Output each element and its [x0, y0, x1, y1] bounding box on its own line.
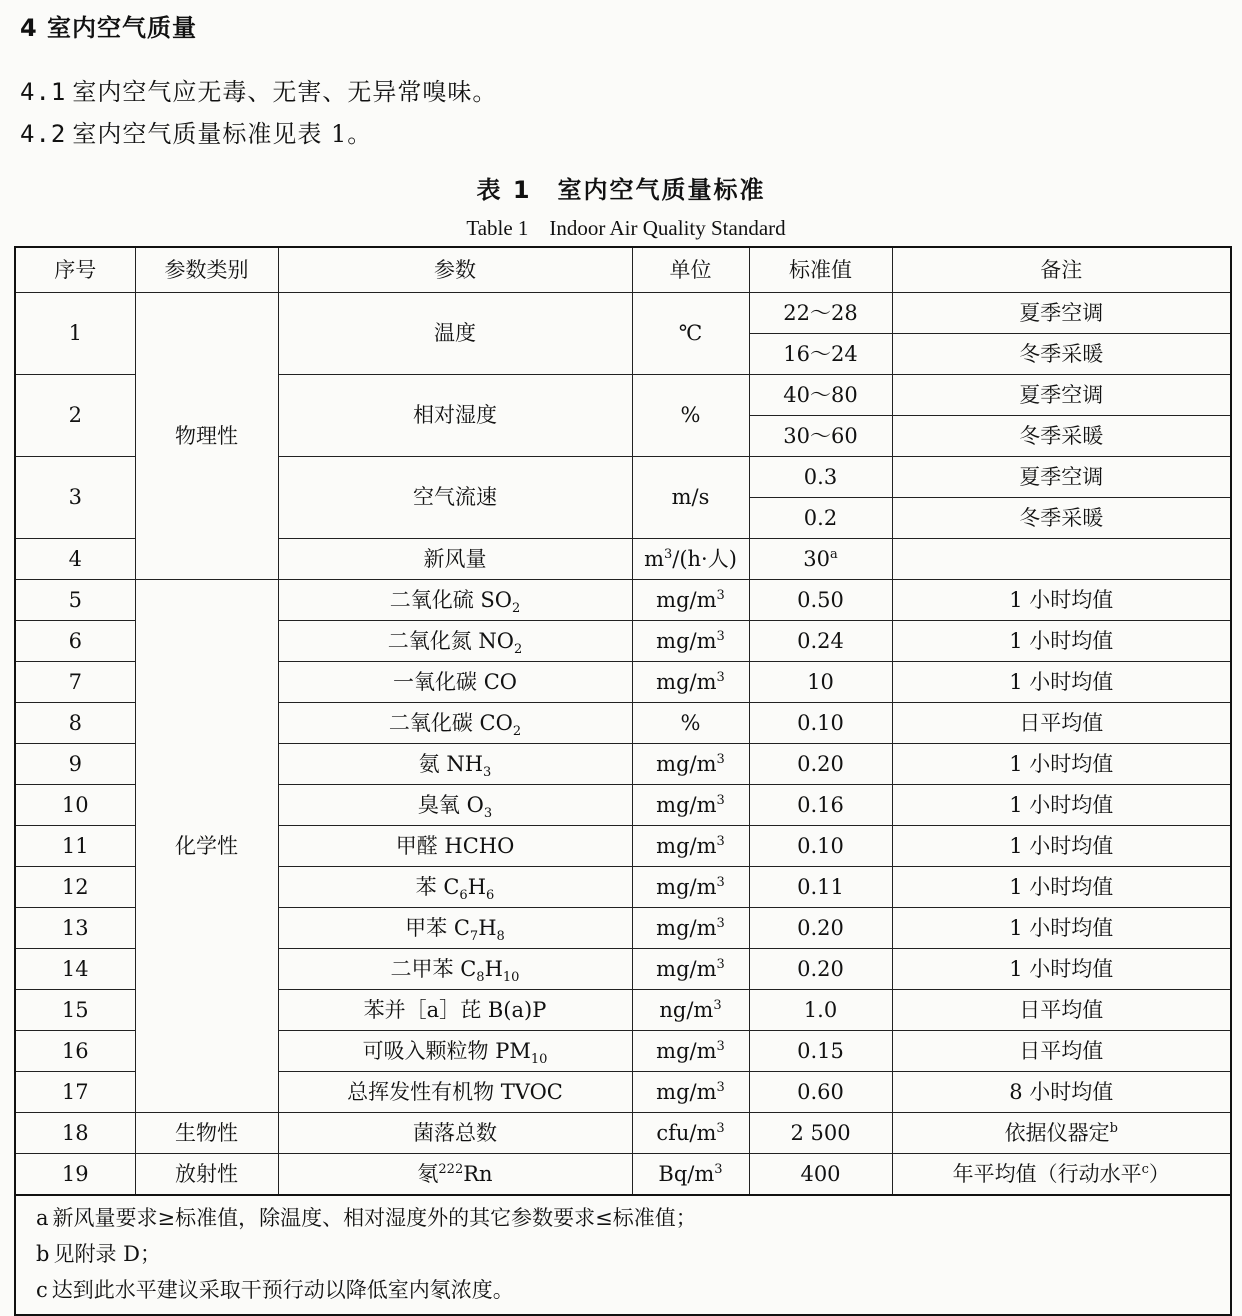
text-segment: 0.10 — [797, 710, 844, 735]
header-no: 序号 — [15, 247, 135, 293]
row-number: 10 — [15, 785, 135, 826]
text-segment: 10 — [502, 969, 520, 985]
clause-text: 室内空气质量标准见表 1。 — [72, 120, 373, 148]
text-segment: 8 — [496, 928, 505, 944]
row-number: 14 — [15, 949, 135, 990]
text-segment: a — [829, 546, 838, 562]
remark-cell — [892, 785, 1231, 826]
text-segment: 夏季空调 — [1019, 300, 1104, 325]
remark-cell — [892, 416, 1231, 457]
air-quality-table — [14, 246, 1232, 1316]
text-segment: mg/m — [656, 915, 717, 940]
parameter-cell — [278, 1154, 632, 1196]
table-body — [15, 293, 1231, 1316]
text-segment: 新风量 — [423, 546, 487, 571]
text-segment: 冬季采暖 — [1019, 423, 1104, 448]
text-segment: m/s — [671, 485, 710, 509]
header-unit: 单位 — [632, 247, 749, 293]
text-segment: 2 — [512, 723, 522, 739]
remark-cell — [892, 498, 1231, 539]
category-cell: 化学性 — [135, 580, 278, 1113]
standard-value-cell — [749, 293, 892, 334]
parameter-cell — [278, 990, 632, 1031]
header-category: 参数类别 — [135, 247, 278, 293]
text-segment: 年平均值（行动水平 — [952, 1161, 1142, 1186]
text-segment: 依据仪器定 — [1004, 1120, 1110, 1145]
row-number: 17 — [15, 1072, 135, 1113]
standard-value-cell — [749, 621, 892, 662]
standard-value-cell — [749, 867, 892, 908]
footnote — [36, 1272, 1230, 1308]
footnote — [36, 1200, 1230, 1236]
table-subtitle: Table 1 Indoor Air Quality Standard — [466, 216, 786, 240]
row-number: 19 — [15, 1154, 135, 1196]
remark-cell — [892, 1154, 1231, 1196]
text-segment: 2 — [512, 600, 521, 616]
text-segment: mg/m — [656, 874, 717, 899]
parameter-cell — [278, 1031, 632, 1072]
row-number: 7 — [15, 662, 135, 703]
text-segment: 0.11 — [797, 874, 844, 899]
text-segment: 0.16 — [797, 792, 844, 817]
standard-value-cell — [749, 580, 892, 621]
text-segment: 3 — [716, 1038, 725, 1054]
remark-cell — [892, 744, 1231, 785]
footnote-mark: c — [36, 1278, 48, 1302]
unit-cell — [632, 1031, 749, 1072]
text-segment: 0.10 — [797, 833, 844, 858]
text-segment: 3 — [716, 751, 725, 767]
text-segment: 一氧化碳 CO — [393, 669, 517, 694]
text-segment: 菌落总数 — [413, 1120, 497, 1145]
text-segment: 3 — [663, 546, 673, 562]
unit-cell — [632, 990, 749, 1031]
text-segment: mg/m — [656, 956, 717, 981]
parameter-cell — [278, 703, 632, 744]
text-segment: 3 — [483, 805, 493, 821]
unit-cell — [632, 662, 749, 703]
row-number: 8 — [15, 703, 135, 744]
parameter-cell — [278, 539, 632, 580]
remark-cell — [892, 949, 1231, 990]
standard-value-cell — [749, 1072, 892, 1113]
text-segment: 0.60 — [797, 1079, 844, 1104]
text-segment: ） — [1148, 1161, 1170, 1186]
text-segment: 3 — [716, 792, 725, 808]
footnote — [36, 1236, 1230, 1272]
unit-cell — [632, 1072, 749, 1113]
text-segment: mg/m — [656, 833, 717, 858]
text-segment: b — [1109, 1120, 1118, 1136]
text-segment: 3 — [716, 1120, 725, 1136]
standard-value-cell — [749, 908, 892, 949]
text-segment: 6 — [486, 887, 495, 903]
header-remark: 备注 — [892, 247, 1231, 293]
standard-value-cell — [749, 662, 892, 703]
category-cell: 物理性 — [135, 293, 278, 580]
text-segment: cfu/m — [656, 1120, 717, 1145]
parameter-cell — [278, 908, 632, 949]
text-segment: mg/m — [656, 792, 717, 817]
unit-cell — [632, 744, 749, 785]
text-segment: ng/m — [659, 997, 714, 1022]
text-segment: 0.15 — [797, 1038, 844, 1063]
text-segment: 甲苯 C — [405, 915, 470, 940]
text-segment: 3 — [483, 764, 492, 780]
text-segment: 1 小时均值 — [1009, 915, 1114, 940]
clause-4-2 — [20, 114, 372, 149]
text-segment: 30～60 — [783, 423, 858, 448]
text-segment: H — [467, 874, 487, 899]
parameter-cell — [278, 621, 632, 662]
parameter-cell — [278, 1072, 632, 1113]
parameter-cell — [278, 662, 632, 703]
text-segment: 日平均值 — [1019, 997, 1104, 1022]
text-segment: 0.20 — [797, 751, 844, 776]
text-segment: 二氧化碳 CO — [388, 710, 513, 735]
unit-cell — [632, 785, 749, 826]
unit-cell — [632, 1113, 749, 1154]
row-number: 16 — [15, 1031, 135, 1072]
parameter-cell — [278, 785, 632, 826]
text-segment: Rn — [463, 1161, 493, 1186]
text-segment: 1 小时均值 — [1009, 833, 1114, 858]
text-segment: 3 — [716, 915, 725, 931]
standard-value-cell — [749, 785, 892, 826]
parameter-cell — [278, 457, 632, 539]
remark-cell — [892, 539, 1231, 580]
text-segment: 苯并［a］芘 B(a)P — [363, 997, 547, 1022]
text-segment: 二氧化氮 NO — [387, 628, 514, 653]
standard-value-cell — [749, 539, 892, 580]
standard-value-cell — [749, 1031, 892, 1072]
text-segment: 3 — [713, 997, 722, 1013]
text-segment: 3 — [714, 1161, 723, 1177]
row-number: 18 — [15, 1113, 135, 1154]
row-number: 12 — [15, 867, 135, 908]
standard-value-cell — [749, 744, 892, 785]
parameter-cell — [278, 375, 632, 457]
unit-cell — [632, 908, 749, 949]
row-number: 11 — [15, 826, 135, 867]
row-number: 6 — [15, 621, 135, 662]
remark-cell — [892, 580, 1231, 621]
remark-cell — [892, 662, 1231, 703]
text-segment: mg/m — [656, 669, 717, 694]
text-segment: 1 小时均值 — [1009, 751, 1114, 776]
text-segment: c — [1141, 1161, 1149, 1177]
text-segment: 0.50 — [797, 587, 844, 612]
text-segment: 可吸入颗粒物 PM — [362, 1038, 531, 1063]
text-segment: 冬季采暖 — [1019, 505, 1104, 530]
text-segment: 40～80 — [783, 382, 858, 407]
text-segment: 空气流速 — [413, 485, 497, 509]
text-segment: /(h·人) — [672, 546, 737, 571]
standard-value-cell — [749, 457, 892, 498]
row-number: 1 — [15, 293, 135, 375]
table-row — [15, 293, 1231, 334]
footnote-mark: a — [36, 1206, 49, 1230]
clause-4-1 — [20, 72, 497, 107]
footnote-text: 达到此水平建议采取干预行动以降低室内氡浓度。 — [51, 1278, 514, 1302]
text-segment: 夏季空调 — [1019, 382, 1104, 407]
text-segment: 1.0 — [803, 997, 838, 1022]
row-number: 9 — [15, 744, 135, 785]
parameter-cell — [278, 1113, 632, 1154]
unit-cell — [632, 621, 749, 662]
category-cell: 放射性 — [135, 1154, 278, 1196]
row-number: 4 — [15, 539, 135, 580]
row-number: 5 — [15, 580, 135, 621]
text-segment: mg/m — [656, 587, 717, 612]
row-number: 2 — [15, 375, 135, 457]
text-segment: 10 — [807, 669, 834, 694]
footnote-text: 新风量要求≥标准值，除温度、相对湿度外的其它参数要求≤标准值； — [52, 1206, 697, 1230]
text-segment: 1 小时均值 — [1009, 669, 1114, 694]
header-standard-value: 标准值 — [749, 247, 892, 293]
unit-cell — [632, 949, 749, 990]
parameter-cell — [278, 826, 632, 867]
remark-cell — [892, 908, 1231, 949]
standard-value-cell — [749, 826, 892, 867]
remark-cell — [892, 826, 1231, 867]
standard-value-cell — [749, 334, 892, 375]
standard-value-cell — [749, 416, 892, 457]
text-segment: H — [484, 956, 503, 981]
text-segment: 夏季空调 — [1019, 464, 1104, 489]
text-segment: mg/m — [656, 751, 717, 776]
text-segment: 二氧化硫 SO — [389, 587, 512, 612]
text-segment: 日平均值 — [1019, 710, 1104, 735]
text-segment: mg/m — [656, 628, 717, 653]
remark-cell — [892, 867, 1231, 908]
text-segment: 30 — [803, 546, 830, 571]
table-header-row — [15, 247, 1231, 293]
text-segment: 1 小时均值 — [1009, 792, 1114, 817]
text-segment: 0.2 — [803, 505, 838, 530]
remark-cell — [892, 293, 1231, 334]
parameter-cell — [278, 867, 632, 908]
text-segment: 400 — [800, 1161, 841, 1186]
clause-number: 4.2 — [20, 120, 67, 148]
unit-cell — [632, 539, 749, 580]
text-segment: 3 — [716, 1079, 725, 1095]
remark-cell — [892, 375, 1231, 416]
text-segment: 7 — [469, 928, 479, 944]
remark-cell — [892, 1031, 1231, 1072]
text-segment: 3 — [716, 628, 725, 644]
unit-cell — [632, 457, 749, 539]
text-segment: % — [680, 403, 701, 427]
text-segment: ℃ — [678, 321, 703, 345]
standard-value-cell — [749, 1113, 892, 1154]
text-segment: 1 小时均值 — [1009, 628, 1114, 653]
text-segment: 3 — [716, 833, 725, 849]
unit-cell — [632, 867, 749, 908]
table-row — [15, 1154, 1231, 1196]
text-segment: 温度 — [434, 321, 476, 345]
parameter-cell — [278, 293, 632, 375]
row-number: 3 — [15, 457, 135, 539]
footnote-mark: b — [36, 1242, 50, 1266]
standard-value-cell — [749, 949, 892, 990]
text-segment: 3 — [716, 874, 725, 890]
unit-cell — [632, 826, 749, 867]
remark-cell — [892, 990, 1231, 1031]
text-segment: 氨 NH — [418, 751, 484, 776]
text-segment: 2 — [514, 641, 523, 657]
text-segment: 6 — [459, 887, 468, 903]
table-notes — [15, 1195, 1231, 1315]
section-title: 4 室内空气质量 — [20, 14, 198, 42]
text-segment: 3 — [716, 587, 725, 603]
text-segment: m — [644, 546, 664, 571]
text-segment: 222 — [438, 1161, 464, 1177]
standard-value-cell — [749, 990, 892, 1031]
text-segment: Bq/m — [658, 1161, 715, 1186]
clause-number: 4.1 — [20, 78, 67, 106]
row-number: 13 — [15, 908, 135, 949]
text-segment: 8 小时均值 — [1009, 1079, 1114, 1104]
unit-cell — [632, 703, 749, 744]
text-segment: 日平均值 — [1019, 1038, 1104, 1063]
text-segment: 二甲苯 C — [390, 956, 477, 981]
text-segment: H — [478, 915, 497, 940]
text-segment: 10 — [530, 1051, 548, 1067]
text-segment: mg/m — [656, 1038, 717, 1063]
table-row — [15, 580, 1231, 621]
parameter-cell — [278, 744, 632, 785]
text-segment: 3 — [716, 956, 725, 972]
footnote-text: 见附录 D； — [53, 1242, 161, 1266]
remark-cell — [892, 621, 1231, 662]
text-segment: 氡 — [417, 1161, 439, 1186]
text-segment: 3 — [716, 669, 725, 685]
table-title: 表 1 室内空气质量标准 — [476, 176, 766, 204]
parameter-cell — [278, 949, 632, 990]
standard-value-cell — [749, 703, 892, 744]
text-segment: 甲醛 HCHO — [395, 833, 515, 858]
row-number: 15 — [15, 990, 135, 1031]
text-segment: 臭氧 O — [417, 792, 484, 817]
text-segment: 8 — [476, 969, 485, 985]
header-parameter: 参数 — [278, 247, 632, 293]
unit-cell — [632, 1154, 749, 1196]
text-segment: 1 小时均值 — [1009, 956, 1114, 981]
text-segment: 1 小时均值 — [1009, 587, 1114, 612]
text-segment: 16～24 — [783, 341, 858, 366]
text-segment: 22～28 — [783, 300, 858, 325]
text-segment: 0.20 — [797, 956, 844, 981]
text-segment: 相对湿度 — [413, 403, 497, 427]
standard-value-cell — [749, 375, 892, 416]
text-segment: 0.20 — [797, 915, 844, 940]
table-row — [15, 1113, 1231, 1154]
text-segment: mg/m — [656, 1079, 717, 1104]
remark-cell — [892, 457, 1231, 498]
remark-cell — [892, 703, 1231, 744]
text-segment: 2 500 — [790, 1120, 851, 1145]
unit-cell — [632, 375, 749, 457]
parameter-cell — [278, 580, 632, 621]
remark-cell — [892, 1113, 1231, 1154]
text-segment: % — [680, 710, 701, 735]
standard-value-cell — [749, 1154, 892, 1196]
notes-row — [15, 1195, 1231, 1315]
unit-cell — [632, 293, 749, 375]
clause-text: 室内空气应无毒、无害、无异常嗅味。 — [72, 78, 498, 106]
text-segment: 苯 C — [415, 874, 460, 899]
remark-cell — [892, 334, 1231, 375]
text-segment: 总挥发性有机物 TVOC — [347, 1079, 563, 1104]
category-cell: 生物性 — [135, 1113, 278, 1154]
remark-cell — [892, 1072, 1231, 1113]
text-segment: 1 小时均值 — [1009, 874, 1114, 899]
standard-value-cell — [749, 498, 892, 539]
text-segment: 0.3 — [803, 464, 838, 489]
unit-cell — [632, 580, 749, 621]
text-segment: 0.24 — [797, 628, 844, 653]
text-segment: 冬季采暖 — [1019, 341, 1104, 366]
